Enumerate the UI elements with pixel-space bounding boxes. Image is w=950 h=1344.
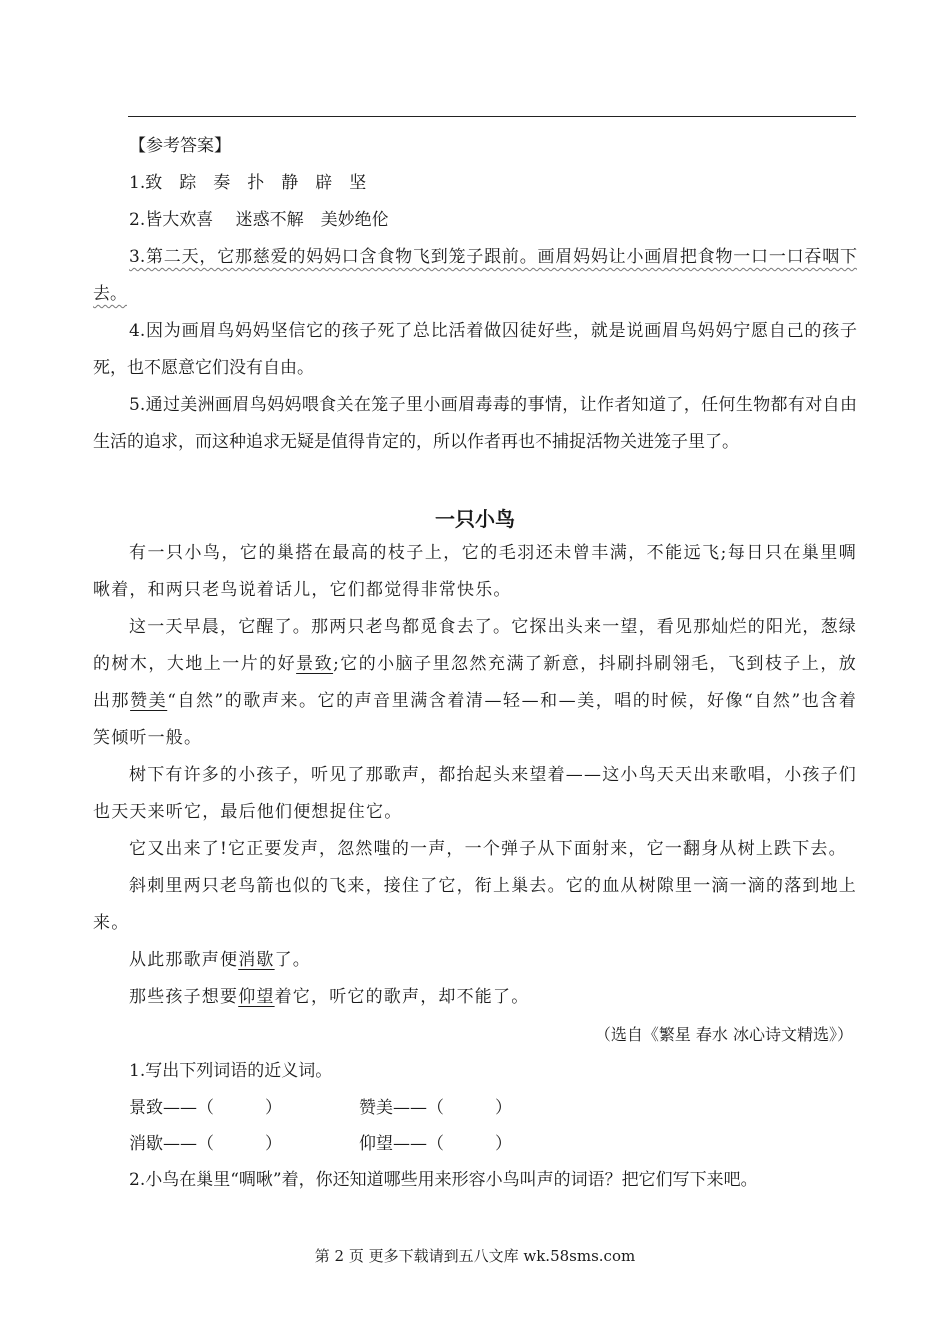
story-title: 一只小鸟 — [435, 507, 515, 531]
story-p2-part-b: ;它的小脑子里忽然充满了新意，抖刷抖刷翎毛，飞到枝子上，放出那 — [93, 654, 858, 711]
page-footer: 第 2 页 更多下载请到五八文库 wk.58sms.com — [314, 1247, 636, 1265]
story-p2-part-c: “自然”的歌声来。它的声音里满含着清—轻—和—美，唱的时候，好像“自然”也含着笑倾听一般。 — [93, 691, 858, 748]
story-p2-part-a: 这一天早晨，它醒了。那两只老鸟都觅食去了。它探出头来一望，看见那灿烂的阳光，葱绿的树木，大地上一片的好 — [93, 617, 857, 674]
story-p7-part-a: 那些孩子想要 — [129, 987, 239, 1007]
answer-4: 4.因为画眉鸟妈妈坚信它的孩子死了总比活着做囚徒好些，就是说画眉鸟妈妈宁愿自己的孩子死，也不愿意它们没有自由。 — [93, 321, 857, 378]
page-content — [93, 128, 857, 1199]
story-paragraph-2 — [93, 609, 857, 757]
story-paragraph-3: 树下有许多的小孩子，听见了那歌声，都抬起头来望着——这小鸟天天出来歌唱，小孩子们也天天来听它，最后他们便想捉住它。 — [93, 765, 857, 822]
story-paragraph-4: 它又出来了!它正要发声，忽然嗤的一声，一个弹子从下面射来，它一翻身从树上跌下去。 — [129, 839, 847, 859]
story-p7-part-b: 着它，听它的歌声，却不能了。 — [274, 987, 530, 1007]
answer-3 — [93, 239, 857, 313]
story-source: （选自《繁星 春水 冰心诗文精选》） — [594, 1025, 853, 1044]
top-divider — [128, 116, 856, 117]
underlined-word-xiaoxie: 消歇 — [238, 950, 275, 970]
story-p6-part-a: 从此那歌声便 — [129, 950, 239, 970]
synonym-blank-zanmei: 赞美——（ ） — [359, 1098, 512, 1118]
answer-2: 2.皆大欢喜 迷惑不解 美妙绝伦 — [129, 210, 389, 230]
question-1-row-1 — [129, 1090, 857, 1126]
answer-3-text: 3.第二天，它那慈爱的妈妈口含食物飞到笼子跟前。画眉妈妈让小画眉把食物一口一口吞咽下去。 — [93, 247, 857, 304]
question-2: 2.小鸟在巢里“啁啾”着，你还知道哪些用来形容小鸟叫声的词语？把它们写下来吧。 — [129, 1170, 758, 1190]
story-paragraph-7 — [93, 979, 857, 1016]
underlined-word-jingzhi: 景致 — [296, 654, 334, 674]
question-1-row-2 — [129, 1126, 857, 1162]
story-paragraph-6 — [93, 942, 857, 979]
story-paragraph-1: 有一只小鸟，它的巢搭在最高的枝子上，它的毛羽还未曾丰满，不能远飞;每日只在巢里啁啾着，和两只老鸟说着话儿，它们都觉得非常快乐。 — [93, 543, 857, 600]
section-gap — [93, 461, 857, 503]
answer-header: 【参考答案】 — [129, 136, 231, 156]
synonym-blank-xiaoxie: 消歇——（ ） — [129, 1134, 282, 1154]
question-1: 1.写出下列词语的近义词。 — [129, 1061, 333, 1081]
answer-1: 1.致 踪 奏 扑 静 辟 坚 — [129, 173, 367, 193]
synonym-blank-yangwang: 仰望——（ ） — [359, 1134, 512, 1154]
synonym-blank-jingzhi: 景致——（ ） — [129, 1098, 282, 1118]
story-p6-part-b: 了。 — [274, 950, 312, 970]
story-paragraph-5: 斜刺里两只老鸟箭也似的飞来，接住了它，衔上巢去。它的血从树隙里一滴一滴的落到地上来。 — [93, 876, 857, 933]
answer-5: 5.通过美洲画眉鸟妈妈喂食关在笼子里小画眉毒毒的事情，让作者知道了，任何生物都有对自由生活的追求，而这种追求无疑是值得肯定的，所以作者再也不捕捉活物关进笼子里了。 — [93, 395, 857, 452]
underlined-word-zanmei: 赞美 — [130, 691, 168, 711]
underlined-word-yangwang: 仰望 — [238, 987, 275, 1007]
